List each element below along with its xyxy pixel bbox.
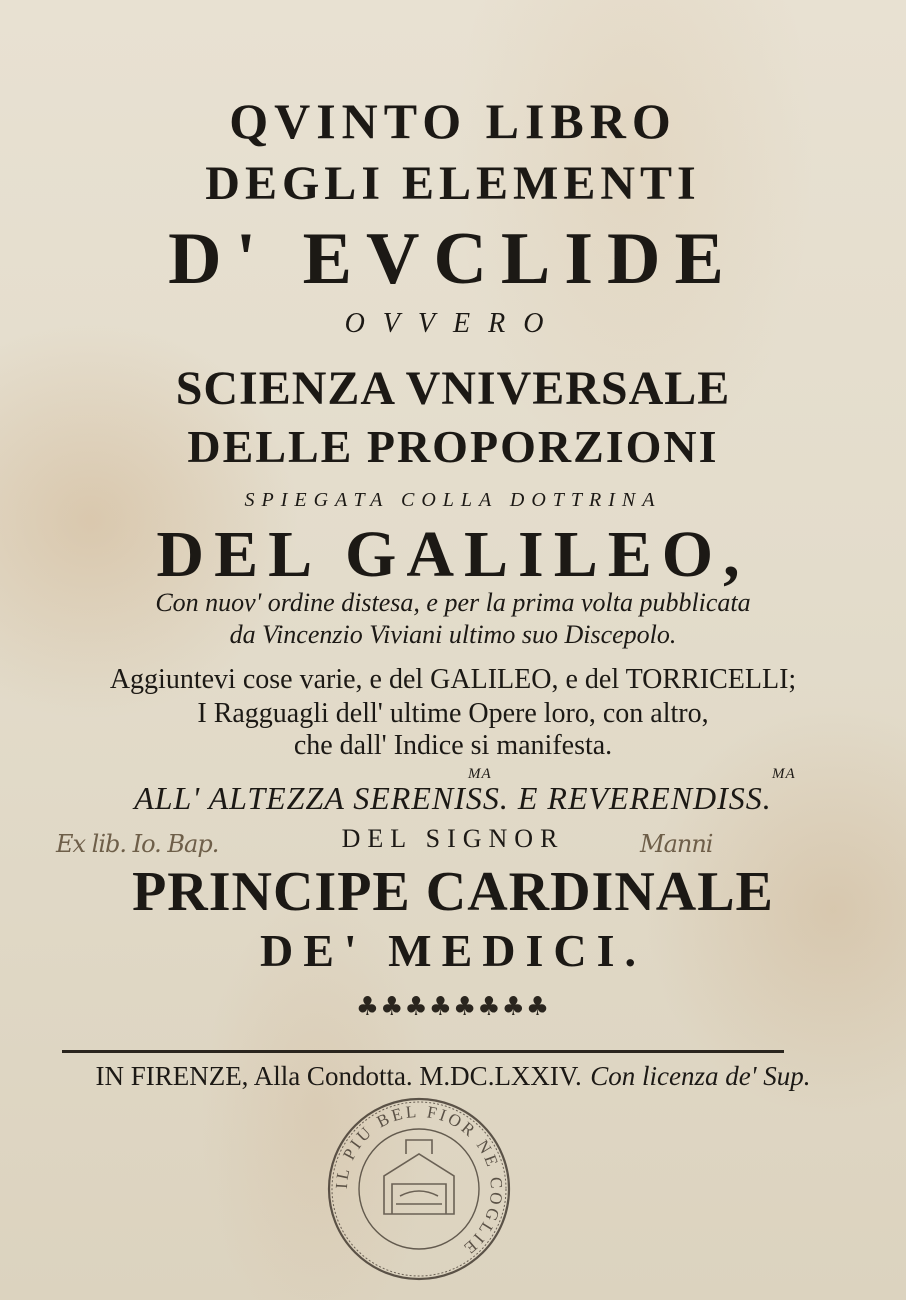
imprint-rule <box>62 1050 784 1053</box>
stamp-text: IL PIU BEL FIOR NE COGLIE <box>331 1101 507 1260</box>
title-line-del-galileo: DEL GALILEO, <box>156 518 750 591</box>
title-line-quinto-libro: QVINTO LIBRO <box>229 93 677 149</box>
imprint-line <box>0 1061 906 1092</box>
subtitle-line-viviani: da Vincenzio Viviani ultimo suo Discepolo. <box>229 620 677 649</box>
title-line-scienza-universale: SCIENZA VNIVERSALE <box>175 362 731 415</box>
dedication-line-altezza: ALL' ALTEZZA SERENISS. E REVERENDISS. <box>134 780 772 816</box>
dedication-line-medici: DE' MEDICI. <box>259 925 647 976</box>
imprint-place-date: IN FIRENZE, Alla Condotta. M.DC.LXXIV. <box>95 1061 582 1091</box>
title-line-delle-proporzioni: DELLE PROPORZIONI <box>187 421 719 472</box>
fleuron-ornament: ♣♣♣♣♣♣♣♣ <box>355 992 551 1022</box>
svg-text:IL PIU BEL FIOR NE COGLIE <box>332 1102 506 1260</box>
contents-line-aggiuntevi: Aggiuntevi cose varie, e del GALILEO, e del TORRICELLI; <box>109 664 797 695</box>
library-stamp-icon <box>326 1096 512 1282</box>
title-line-euclide: D' EVCLIDE <box>168 218 738 300</box>
handwritten-name: Manni <box>640 830 713 858</box>
imprint-licence: Con licenza de' Sup. <box>590 1061 811 1091</box>
subtitle-line-nuovo-ordine: Con nuov' ordine distesa, e per la prima volta pubblicata <box>155 588 751 617</box>
superscript-ma-1: MA <box>468 766 492 782</box>
title-line-ovvero: OVVERO <box>344 308 562 339</box>
dedication-line-principe-cardinale: PRINCIPE CARDINALE <box>132 861 774 923</box>
superscript-ma-2: MA <box>772 766 796 782</box>
title-line-degli-elementi: DEGLI ELEMENTI <box>205 157 701 210</box>
dedication-line-signor: DEL SIGNOR <box>341 824 565 853</box>
contents-line-ragguagli: I Ragguagli dell' ultime Opere loro, con altro, <box>197 698 709 729</box>
title-line-spiegata: SPIEGATA COLLA DOTTRINA <box>244 489 662 511</box>
contents-line-indice: che dall' Indice si manifesta. <box>293 730 613 761</box>
handwritten-ex-libris: Ex lib. Io. Bap. <box>56 830 219 858</box>
